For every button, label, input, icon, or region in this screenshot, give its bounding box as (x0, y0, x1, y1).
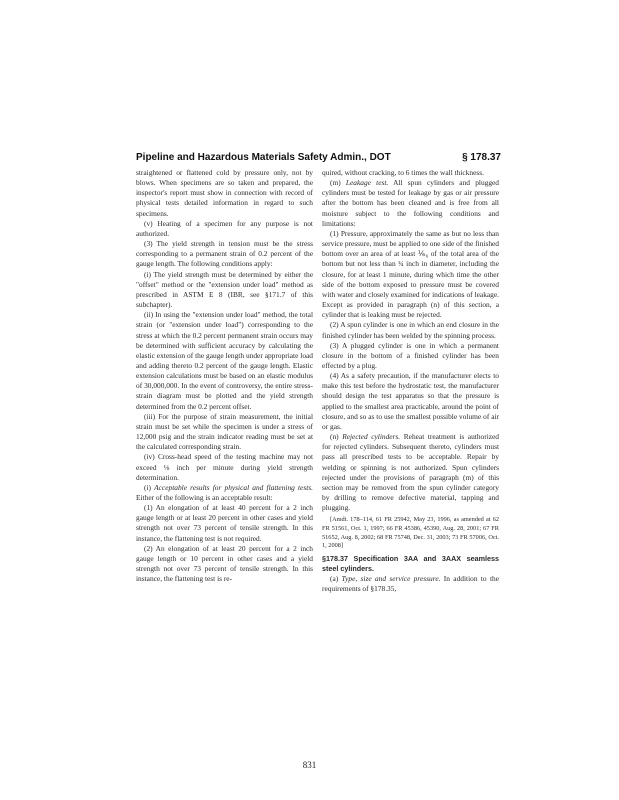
paragraph: (1) An elongation of at least 40 percent for a 2 inch gauge length or at least 20 percent in other cases and yield strength not over 73 percent of tensile strength. In this instance, the flattening test is not required. (136, 503, 313, 543)
para-text: All spun cylinders and plugged cylinders must be tested for leakage by gas or air pressure after the bottom has been cleaned and is free from all moisture subject to the following conditions and limitations: (322, 178, 500, 228)
para-lead: (m) (330, 178, 346, 188)
para-text: Reheat treatment is authorized for rejected cylinders. Subsequent thereto, cylinders must pass all prescribed tests to be acceptable. Repair by welding or spinning is not authorized. Spun cylinders rejected under the provisions of paragraph (m) of this section may be removed from the spun cylinder category by drilling to remove defective material, tapping and plugging. (322, 432, 499, 513)
paragraph: (i) The yield strength must be determined by either the "offset" method or the "extension under load" method as prescribed in ASTM E 8 (IBR, see §171.7 of this subchapter). (136, 269, 313, 310)
paragraph: (4) As a safety precaution, if the manufacturer elects to make this test before the hydrostatic test, the manufacturer should design the test apparatus so that the pressure is applied to the smallest area practicable, around the point of closure, and so as to use the smallest possible volume of air or gas. (322, 371, 499, 431)
page-number: 831 (302, 760, 317, 770)
section-heading: §178.37 Specification 3AA and 3AAX seamless steel cylinders. (322, 553, 499, 573)
running-header (136, 152, 501, 166)
paragraph: (3) A plugged cylinder is one in which a permanent closure in the bottom of a finished cylinder has been effected by a plug. (322, 340, 499, 370)
para-italic-heading: Rejected cylinders. (342, 432, 401, 442)
para-text: Either of the following is an acceptable result: (136, 493, 273, 502)
para-lead: (a) (330, 574, 342, 583)
paragraph: (ii) In using the "extension under load" method, the total strain (or "extension under load") corresponding to the stress at which the 0.2 percent permanent strain occurs may be determined with sufficient accuracy by calculating the elastic extension of the gauge length under appropriate load and adding thereto 0.2 percent of the gauge length. Elastic extension calculations must be based on an elastic modulus of 30,000,000. In the event of controversy, the entire stress-strain diagram must be plotted and the yield strength determined from the 0.2 percent offset. (136, 310, 313, 411)
paragraph: straightened or flattened cold by pressure only, not by blows. When specimens are so taken and prepared, the inspector's report must show in connection with record of physical tests detailed information in regard to such specimens. (136, 168, 313, 218)
para-italic-heading: Leakage test. (345, 178, 389, 188)
header-title: Pipeline and Hazardous Materials Safety Admin., DOT (136, 152, 391, 163)
paragraph: (v) Heating of a specimen for any purpose is not authorized. (136, 218, 313, 238)
paragraph: (iv) Cross-head speed of the testing machine may not exceed ⅛ inch per minute during yield strength determination. (136, 452, 313, 482)
amendment-citation: [Amdt. 178–114, 61 FR 25942, May 23, 1996, as amended at 62 FR 51561, Oct. 1, 1997; 66 FR 45386, 45390, Aug. 28, 2001; 67 FR 51652, Aug. 8, 2002; 68 FR 75748, Dec. 31, 2003; 73 FR 57006, Oct. 1, 2008] (322, 516, 499, 550)
paragraph: (3) The yield strength in tension must be the stress corresponding to a permanent strain of 0.2 percent of the gauge length. The following conditions apply: (136, 239, 313, 269)
header-section: § 178.37 (462, 152, 501, 163)
right-column (322, 168, 499, 594)
paragraph: (2) A spun cylinder is one in which an end closure in the finished cylinder has been welded by the spinning process. (322, 320, 499, 340)
para-lead: (i) (144, 482, 155, 492)
para-lead: (n) (330, 432, 343, 442)
para-text: In addition to the requirements of §178.35, (322, 574, 499, 594)
paragraph: (1) Pressure, approximately the same as but no less than service pressure, must be applied to one side of the finished bottom over an area of at least ⅙₆ of the total area of the bottom but not less than ¾ inch in diameter, including the closure, for at least 1 minute, during which time the other side of the bottom exposed to pressure must be covered with water and closely examined for indications of leakage. Except as provided in paragraph (n) of this section, a cylinder that is leaking must be rejected. (322, 228, 499, 320)
paragraph (322, 432, 499, 513)
paragraph (136, 483, 313, 503)
para-italic-heading: Acceptable results for physical and flattening tests. (154, 482, 313, 492)
paragraph: quired, without cracking, to 6 times the wall thickness. (322, 168, 484, 177)
paragraph: (2) An elongation of at least 20 percent for a 2 inch gauge length or 10 percent in other cases and a yield strength not over 73 percent of tensile strength. In this instance, the flattening test is re- (136, 543, 313, 584)
paragraph (322, 574, 499, 594)
para-italic-heading: Type, size and service pressure. (341, 574, 441, 583)
paragraph (322, 178, 499, 229)
left-column (136, 168, 313, 584)
paragraph: (iii) For the purpose of strain measurement, the initial strain must be set while the specimen is under a stress of 12,000 psig and the strain indicator reading must be set at the calculated corresponding strain. (136, 411, 313, 452)
